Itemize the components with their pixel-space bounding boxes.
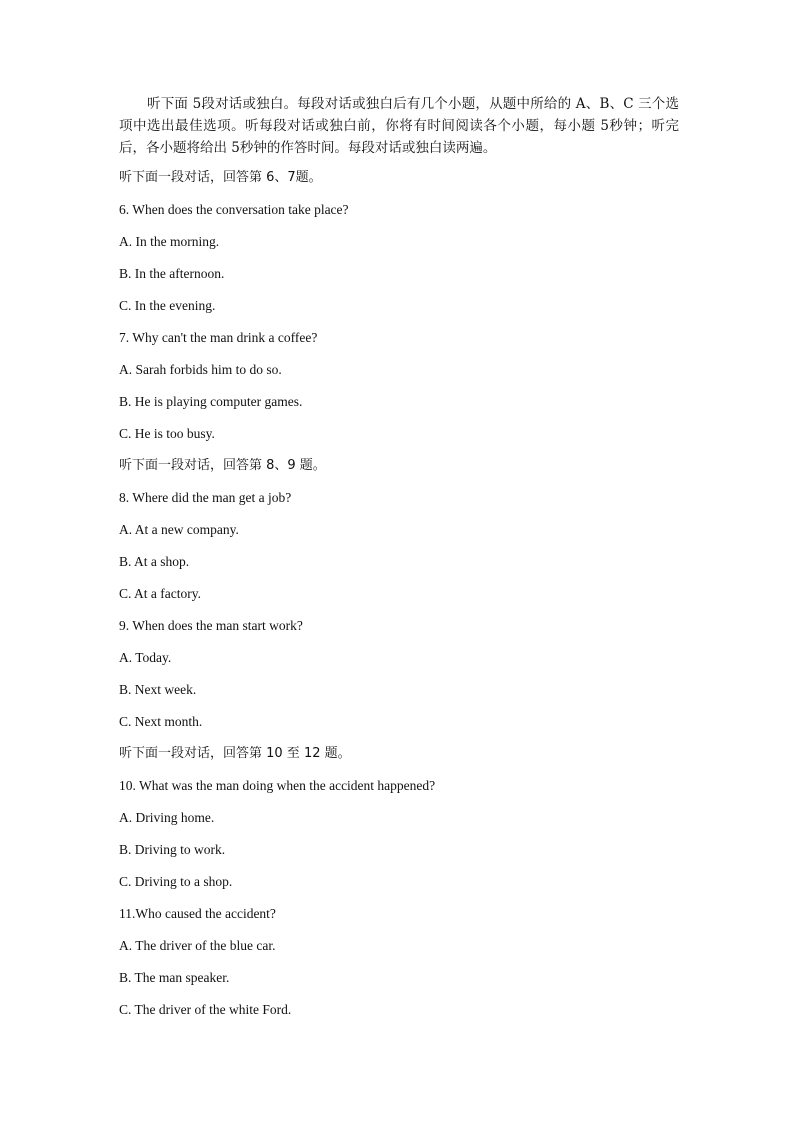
option-10c: C. Driving to a shop.	[119, 874, 233, 889]
question-11: 11.Who caused the accident?	[119, 906, 276, 921]
question-7: 7. Why can't the man drink a coffee?	[119, 330, 318, 345]
question-8: 8. Where did the man get a job?	[119, 490, 292, 505]
option-7c: C. He is too busy.	[119, 426, 215, 441]
option-11b: B. The man speaker.	[119, 970, 230, 985]
option-6b: B. In the afternoon.	[119, 266, 225, 281]
option-8b: B. At a shop.	[119, 554, 190, 569]
option-10a: A. Driving home.	[119, 810, 215, 825]
option-9b: B. Next week.	[119, 682, 197, 697]
question-10: 10. What was the man doing when the accident happened?	[119, 778, 436, 793]
question-6: 6. When does the conversation take place?	[119, 202, 349, 217]
section-heading-10-12: 听下面一段对话，回答第 10 至 12 题。	[119, 746, 351, 761]
option-8c: C. At a factory.	[119, 586, 201, 601]
option-6c: C. In the evening.	[119, 298, 216, 313]
option-9a: A. Today.	[119, 650, 172, 665]
instructions-paragraph: 听下面 5段对话或独白。每段对话或独白后有几个小题，从题中所给的 A、B、C 三个选项中选出最佳选项。听每段对话或独白前，你将有时间阅读各个小题，每小题 5秒钟；听完后，各小题将给出 5秒钟的作答时间。每段对话或独白读两遍。	[119, 96, 679, 156]
option-8a: A. At a new company.	[119, 522, 239, 537]
option-11c: C. The driver of the white Ford.	[119, 1002, 292, 1017]
option-7a: A. Sarah forbids him to do so.	[119, 362, 282, 377]
document-page	[119, 93, 679, 1032]
option-10b: B. Driving to work.	[119, 842, 226, 857]
section-heading-8-9: 听下面一段对话，回答第 8、9 题。	[119, 458, 326, 473]
section-heading-6-7: 听下面一段对话，回答第 6、7题。	[119, 170, 322, 185]
question-9: 9. When does the man start work?	[119, 618, 303, 633]
option-6a: A. In the morning.	[119, 234, 220, 249]
option-9c: C. Next month.	[119, 714, 203, 729]
option-11a: A. The driver of the blue car.	[119, 938, 276, 953]
option-7b: B. He is playing computer games.	[119, 394, 303, 409]
